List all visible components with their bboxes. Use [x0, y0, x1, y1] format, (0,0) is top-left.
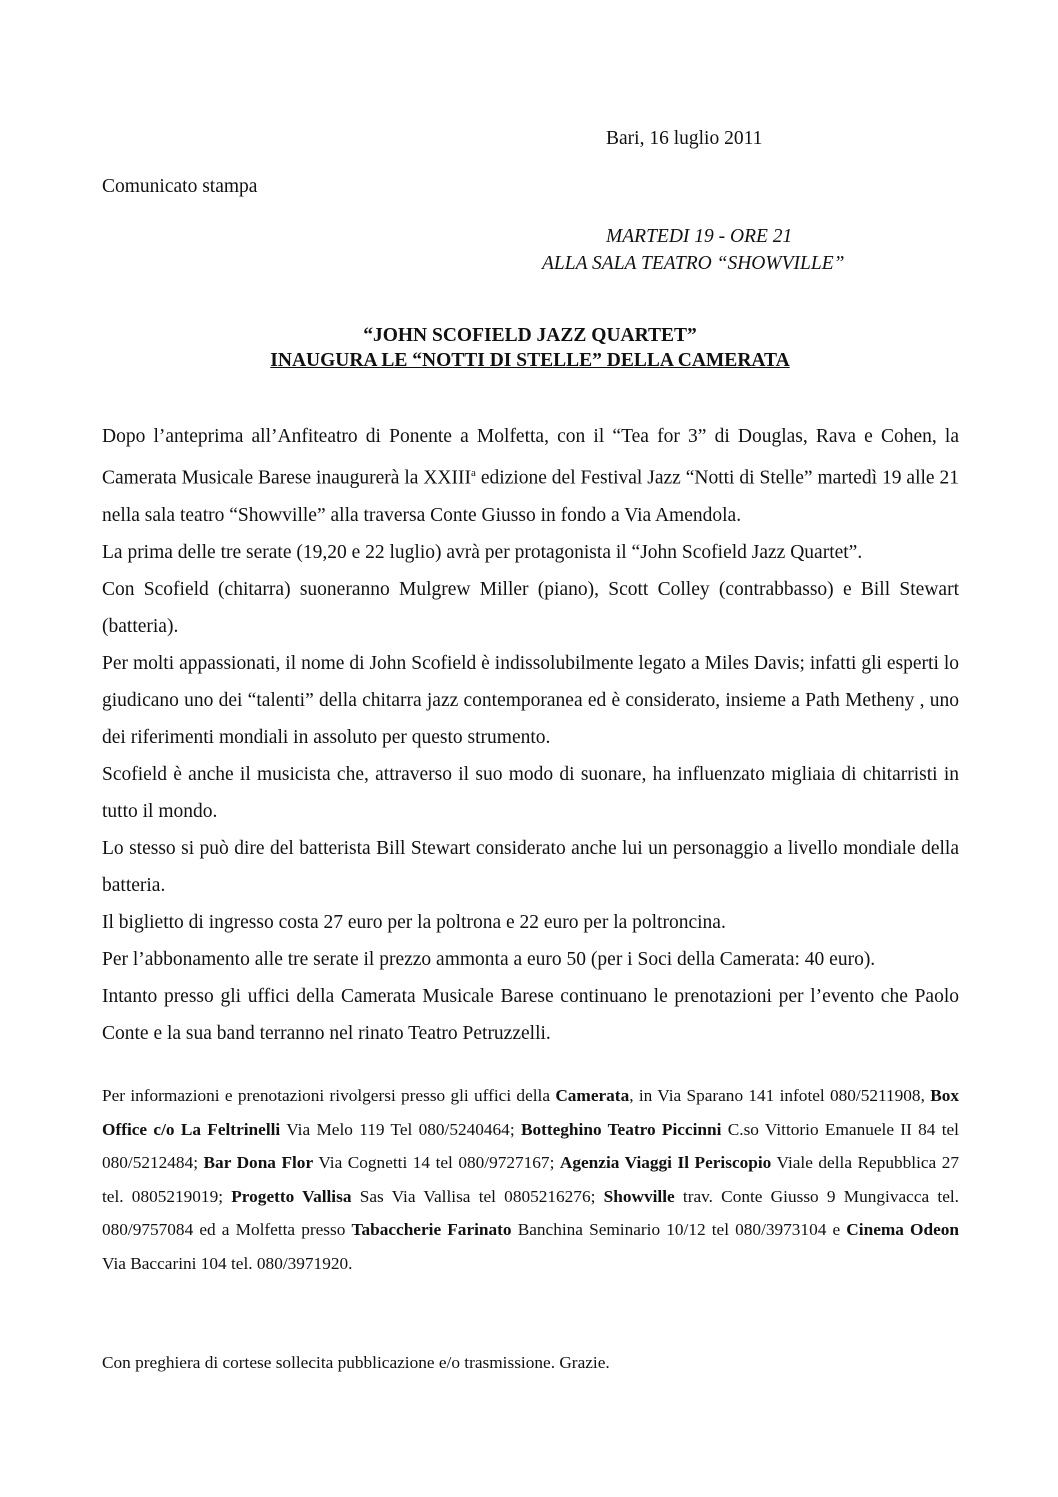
paragraph-first-night: La prima delle tre serate (19,20 e 22 luglio) avrà per protagonista il “John Scofield Jazz Quartet”. — [102, 541, 863, 563]
info-text: , in Via Sparano 141 infotel 080/5211908, — [629, 1086, 931, 1105]
info-text: C.so Vittorio Emanuele II 84 tel 080/5212484; — [102, 1119, 959, 1172]
ordinal-superscript: a — [471, 467, 476, 479]
paragraph-intro-part-b: edizione del Festival Jazz “Notti di Stelle” martedì 19 alle 21 nella sala teatro “Showville” alla traversa Conte Giusso in fondo a Via Amendola. — [102, 467, 959, 526]
paragraph-scofield-davis: Per molti appassionati, il nome di John Scofield è indissolubilmente legato a Miles Davis; infatti gli esperti lo giudicano uno dei “talenti” della chitarra jazz contemporanea ed è considerato, insieme a Path Metheny , uno dei riferimenti mondiali in assoluto per questo strumento. — [102, 652, 959, 748]
info-venue-odeon: Cinema Odeon — [846, 1220, 960, 1239]
info-venue-vallisa: Progetto Vallisa — [231, 1186, 352, 1206]
headline-line-2: INAUGURA LE “NOTTI DI STELLE” DELLA CAMERATA — [270, 350, 790, 371]
event-venue: ALLA SALA TEATRO “SHOWVILLE” — [542, 253, 845, 274]
info-venue-feltrinelli: Box Office c/o La Feltrinelli — [102, 1086, 959, 1139]
info-text: Via Cognetti 14 tel 080/9727167; — [313, 1153, 560, 1172]
paragraph-subscription: Per l’abbonamento alle tre serate il prezzo ammonta a euro 50 (per i Soci della Camerata: 40 euro). — [102, 948, 876, 970]
paragraph-stewart: Lo stesso si può dire del batterista Bill Stewart considerato anche lui un personaggio a livello mondiale della batteria. — [102, 837, 959, 896]
info-venue-periscopio: Agenzia Viaggi Il Periscopio — [559, 1153, 772, 1172]
info-venue-showville: Showville — [603, 1186, 675, 1206]
info-text: Via Baccarini 104 tel. 080/3971920. — [102, 1253, 353, 1273]
paragraph-paolo-conte: Intanto presso gli uffici della Camerata Musicale Barese continuano le prenotazioni per l’evento che Paolo Conte e la sua band terranno nel rinato Teatro Petruzzelli. — [102, 985, 959, 1044]
ticket-info — [102, 1079, 959, 1280]
info-text: Banchina Seminario 10/12 tel 080/3973104 e — [511, 1220, 847, 1239]
document-type: Comunicato stampa — [102, 176, 258, 197]
info-text: Via Melo 119 Tel 080/5240464; — [280, 1119, 521, 1139]
info-venue-piccinni: Botteghino Teatro Piccinni — [520, 1119, 722, 1139]
closing-note: Con preghiera di cortese sollecita pubblicazione e/o trasmissione. Grazie. — [102, 1353, 610, 1372]
info-text: Viale della Repubblica 27 tel. 0805219019; — [102, 1153, 959, 1206]
headline-line-1: “JOHN SCOFIELD JAZZ QUARTET” — [363, 325, 697, 346]
date-line: Bari, 16 luglio 2011 — [606, 128, 763, 149]
info-text: trav. Conte Giusso 9 Mungivacca tel. 080/9757084 ed a Molfetta presso — [102, 1186, 959, 1239]
info-venue-camerata: Camerata — [555, 1086, 630, 1105]
info-text: Per informazioni e prenotazioni rivolgersi presso gli uffici della — [102, 1086, 556, 1105]
event-datetime: MARTEDI 19 - ORE 21 — [606, 226, 793, 247]
info-venue-farinato: Tabaccherie Farinato — [351, 1220, 512, 1239]
paragraph-intro — [102, 418, 959, 534]
body-text — [102, 418, 959, 1052]
paragraph-lineup: Con Scofield (chitarra) suoneranno Mulgrew Miller (piano), Scott Colley (contrabbasso) e Bill Stewart (batteria). — [102, 578, 959, 637]
paragraph-ticket-price: Il biglietto di ingresso costa 27 euro per la poltrona e 22 euro per la poltroncina. — [102, 911, 726, 933]
paragraph-scofield-influence: Scofield è anche il musicista che, attraverso il suo modo di suonare, ha influenzato migliaia di chitarristi in tutto il mondo. — [102, 763, 959, 822]
info-venue-dona-flor: Bar Dona Flor — [203, 1153, 314, 1172]
paragraph-intro-part-a: Dopo l’anteprima all’Anfiteatro di Ponente a Molfetta, con il “Tea for 3” di Douglas, Rava e Cohen, la Camerata Musicale Barese inaugurerà la XXIII — [102, 426, 959, 489]
info-text: Sas Via Vallisa tel 0805216276; — [351, 1186, 604, 1206]
